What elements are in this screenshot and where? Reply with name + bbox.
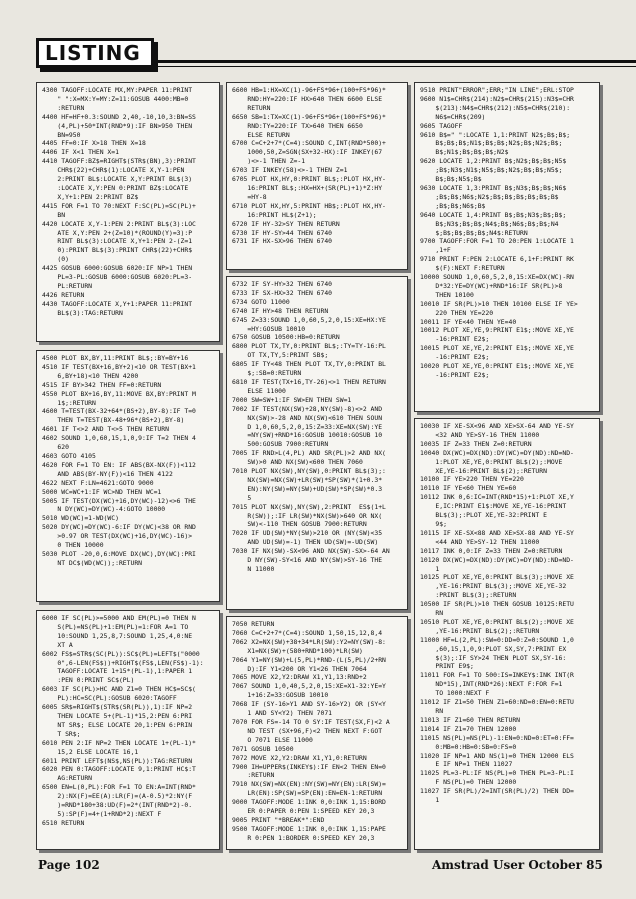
- code-line: 4426 RETURN: [42, 290, 85, 299]
- code-line: ;B$;B$;N6$;N2$;B$;B$;B$;B$;B$;B$: [420, 192, 559, 201]
- code-line: 6,BY+18)<10 THEN 4200: [42, 371, 139, 380]
- code-line: 7005 IF RND>L(4,PL) AND SR(PL)>2 AND NX(: [232, 449, 386, 458]
- code-line: ELSE 11000: [232, 386, 286, 395]
- code-line: R(SW));:IF LR(SW)*NX(SW)>640 OR NX(: [232, 511, 383, 520]
- code-line: 7062 X2=NX(SW)+38+34*LR(SW):Y2=NY(SW)-8:: [232, 637, 386, 646]
- code-line: ;B$;N3$;N1$;N5$;B$;N2$;B$;B$;N5$;: [420, 166, 563, 175]
- code-line: T SR$;: [42, 729, 81, 738]
- code-line: 6720 IF HY-32>SY THEN RETURN: [232, 219, 340, 228]
- code-line: 7072 MOVE X2,Y2:DRAW X1,Y1,0:RETURN: [232, 753, 367, 762]
- code-line: 6703 IF INKEY(58)<>-1 THEN Z=1: [232, 166, 348, 175]
- code-line: :PRINT BL$(3);:RETURN: [420, 591, 517, 600]
- code-line: ELSE RETURN: [232, 130, 290, 139]
- code-line: 11014 IF Z1=70 THEN 12000: [420, 724, 517, 733]
- code-line: 10035 IF Z=33 THEN Z=0:RETURN: [420, 439, 532, 448]
- code-line: :RETURN: [232, 771, 275, 780]
- code-line: B$;N3$;B$;B$;N4$;B$;N6$;B$;B$;N4: [420, 219, 559, 228]
- code-line: 9600 N1$=CHR$(214):N2$=CHR$(215):N3$=CHR: [420, 94, 574, 103]
- code-line: 10010 IF SR(PL)>10 THEN 10100 ELSE IF YE>: [420, 299, 578, 308]
- code-line: 5010 WD(WC)=1-WD(WC): [42, 514, 119, 523]
- code-line: O 7071 ELSE 11000: [232, 735, 313, 744]
- code-line: NT SR$; ELSE LOCATE 20,1:PEN 6:PRIN: [42, 720, 193, 729]
- code-line: D):IF Y1<200 OR Y1<26 THEN 7064: [232, 664, 367, 673]
- code-line: (4,PL)+50*INT(RND*9):IF BN>950 THEN: [42, 121, 193, 130]
- code-line: S(PL)=NS(PL)+1:EM(PL)=1:FOR A=1 TO: [42, 622, 189, 631]
- code-line: 6733 IF SX-HX>32 THEN 6740: [232, 288, 333, 297]
- code-line: 9510 PRINT"ERROR";ERR;"IN LINE";ERL:STOP: [420, 86, 574, 94]
- code-line: ATE X,Y:PEN 2+(Z=10)*(ROUND(Y)=3):P: [42, 228, 193, 237]
- code-line: ,YE-16:PRINT BL$(3);:MOVE XE,YE-32: [420, 582, 567, 591]
- code-line: RN: [420, 609, 444, 618]
- code-line: 4420 LOCATE X,Y-1:PEN 2:PRINT BL$(3):LOC: [42, 219, 196, 228]
- code-line: 2):NX(F)=EE(A):LR(F)=(A-0.5)*2:NY(F: [42, 792, 193, 801]
- code-line: 7900 IH=UPPER$(INKEY$):IF EN<2 THEN EN=0: [232, 762, 386, 771]
- code-line: 7020 IF UD(SW)*NY(SW)>210 OR (NY(SW)<35: [232, 529, 383, 538]
- code-line: 0):PRINT BL$(3):PRINT CHR$(22)+CHR$: [42, 246, 193, 255]
- code-line: 1+16:Z=33:GOSUB 10010: [232, 691, 329, 700]
- code-line: 9000 TAGOFF:MODE 1:INK 0,0:INK 1,15:BORD: [232, 798, 386, 807]
- code-line: 11012 IF Z1=50 THEN Z1=60:ND=0:EN=0:RETU: [420, 698, 574, 707]
- code-line: 5005 IF TEST(DX(WC)+16,DY(WC)-12)<>6 THE: [42, 496, 196, 505]
- code-line: N 11000: [232, 565, 275, 573]
- code-line: 500:GOSUB 7900:RETURN: [232, 440, 329, 449]
- code-line: :LOCATE X,Y:PEN 0:PRINT BZ$:LOCATE: [42, 183, 189, 192]
- code-line: AND ABS(BY-NY(F))<16 THEN 4122: [42, 469, 173, 478]
- code-line: AG:RETURN: [42, 774, 93, 783]
- code-line: 6500 EN=L(0,PL):FOR F=1 TO EN:A=INT(RND*: [42, 783, 196, 792]
- code-line: 5030 PLOT -20,0,6:MOVE DX(WC),DY(WC):PRI: [42, 549, 196, 558]
- code-line: 6731 IF HX-SX>96 THEN 6740: [232, 237, 333, 246]
- page-number: Page 102: [38, 858, 100, 872]
- code-line: PRINT E9$;: [420, 662, 474, 671]
- code-line: D*32:YE=DY(WC)+RND*16:IF SR(PL)>8: [420, 281, 563, 290]
- code-line: 10012 PLOT XE,YE,9:PRINT E1$;:MOVE XE,YE: [420, 326, 574, 335]
- code-line: ND*15),INT(RND*26):NEXT F:FOR F=1: [420, 680, 563, 689]
- code-line: ND TEST (SX+96,F)<2 THEN NEXT F:GOT: [232, 726, 383, 735]
- code-line: 10011 IF YE<40 THEN YE=40: [420, 317, 517, 326]
- code-line: 9605 TAGOFF: [420, 121, 463, 130]
- code-line: RN: [420, 707, 444, 715]
- code-line: 6510 RETURN: [42, 818, 85, 827]
- code-line: =NY(SW)+RND*16:GOSUB 10010:GOSUB 10: [232, 431, 383, 440]
- code-line: 4550 PLOT BX+16,BY,11:MOVE BX,BY:PRINT M: [42, 389, 196, 398]
- code-line: 9620 LOCATE 1,2:PRINT B$;N2$;B$;B$;N5$: [420, 157, 567, 166]
- code-line: <44 AND YE>SY-12 THEN 11000: [420, 537, 540, 546]
- code-line: 6750 GOSUB 10500:HB=0:RETURN: [232, 333, 340, 342]
- code-line: $;:SB=0:RETURN: [232, 369, 302, 378]
- code-line: :PEN 0:PRINT SC$(PL): [42, 676, 135, 685]
- code-line: 7070 FOR FS=-14 TO 0 SY:IF TEST(SX,F)<2 A: [232, 717, 390, 726]
- code-line: 9700 TAGOFF:FOR F=1 TO 20:PEN 1:LOCATE 1: [420, 237, 574, 246]
- code-line: 6010 PEN 2:IF NP=2 THEN LOCATE 1+(PL-1)*: [42, 738, 196, 747]
- code-line: 9500 TAGOFF:MODE 1:INK 0,0:INK 1,15:PAPE: [232, 824, 386, 833]
- code-line: 16:PRINT BL$;:HX=HX+(SR(PL)+1)*Z:HY: [232, 183, 383, 192]
- code-line: 10510 PLOT XE,YE,0:PRINT BL$(2);:MOVE XE: [420, 617, 574, 626]
- code-line: F NS(PL)=0 THEN 12000: [420, 778, 517, 787]
- code-line: 11015 NS(PL)=NS(PL)-1:EN=0:ND=0:ET=0:FF=: [420, 733, 574, 742]
- code-line: 1$;:RETURN: [42, 398, 96, 407]
- code-line: BL$(3):TAG:RETURN: [42, 308, 123, 317]
- code-line: (0): [42, 255, 69, 264]
- listing-block-7050: [226, 616, 408, 850]
- code-line: 6730 IF HY-SY>44 THEN 6740: [232, 228, 333, 237]
- code-line: 4425 GOSUB 6000:GOSUB 6020:IF NP>1 THEN: [42, 264, 193, 273]
- code-line: R 0:PEN 1:BORDER 0:SPEED KEY 20,3: [232, 833, 375, 842]
- code-line: 4620 FOR F=1 TO EN: IF ABS(BX-NX(F))<112: [42, 460, 196, 469]
- code-line: )=RND*180+38:UD(F)=2*(INT(RND*2)-0.: [42, 801, 193, 810]
- code-line: 9710 PRINT F:PEN 2:LOCATE 6,1+F:PRINT RK: [420, 255, 574, 264]
- code-line: 9005 PRINT "*BREAK*":END: [232, 815, 325, 824]
- code-line: D 1,0,60,5,2,0,15:Z=33:XE=NX(SW):YE: [232, 422, 383, 431]
- code-line: 6745 Z=33:SOUND 1,0,60,5,2,0,15:XE=HX:YE: [232, 315, 386, 324]
- code-line: PL):HC=SC(PL):GOSUB 6020:TAGOFF: [42, 694, 177, 703]
- code-line: 7050 RETURN: [232, 620, 275, 628]
- code-line: 4300 TAGOFF:LOCATE MX,MY:PAPER 11:PRINT: [42, 86, 193, 94]
- code-line: ,1+F: [420, 246, 451, 255]
- code-line: 5: [232, 493, 252, 502]
- code-line: 6002 FS$=STR$(SC(PL)):SC$(PL)=LEFT$("0000: [42, 649, 200, 658]
- code-line: 220 THEN YE=220: [420, 308, 494, 317]
- code-line: AND UD(SW)=-1) THEN UD(SW)=-UD(SW): [232, 538, 379, 547]
- code-line: 4400 HF=HF+0.3:SOUND 2,40,-10,10,3:BN=SS: [42, 112, 196, 121]
- code-line: XT A: [42, 640, 73, 649]
- code-line: 4601 IF T<>2 AND T<>5 THEN RETURN: [42, 425, 169, 434]
- code-line: XE,YE-16:PRINT BL$(2);:RETURN: [420, 466, 547, 475]
- code-line: $;B$;B$;B$;B$;N4$:RETURN: [420, 228, 528, 237]
- code-line: 11000 HF=L(2,PL):SW=0:DD=0:Z=0:SOUND 1,0: [420, 635, 574, 644]
- code-line: 6805 IF TY<48 THEN PLOT TX,TY,0:PRINT BL: [232, 360, 386, 369]
- code-line: 11027 IF SR(PL)/2=INT(SR(PL)/2) THEN DD=: [420, 787, 574, 796]
- code-line: $(F):NEXT F:RETURN: [420, 264, 505, 273]
- code-line: PL=3-PL:GOSUB 6000:GOSUB 6020:PL=3-: [42, 273, 193, 282]
- code-line: 11025 PL=3-PL:IF NS(PL)=0 THEN PL=3-PL:I: [420, 769, 574, 778]
- listing-block-4500: [36, 350, 220, 602]
- code-line: 9630 LOCATE 1,3:PRINT B$;N3$;B$;B$;N6$: [420, 183, 567, 192]
- code-line: $(3);:IF SY>24 THEN PLOT SX,SY-16:: [420, 653, 567, 662]
- code-line: 7002 IF TEST(NX(SW)+28,NY(SW)-8)<>2 AND: [232, 404, 383, 413]
- code-line: RND:HY=220:IF HX>640 THEN 6600 ELSE: [232, 94, 383, 103]
- code-line: 15,2 ELSE LOCATE 16,1: [42, 747, 139, 756]
- code-line: THEN LOCATE 5+(PL-1)*15,2:PEN 6:PRI: [42, 711, 193, 720]
- code-line: 4405 FF=0:IF X>18 THEN X=18: [42, 139, 146, 148]
- code-line: NX(SW)>-28 AND NX(SW)<610 THEN SOUN: [232, 413, 383, 422]
- listing-block-9510: [414, 82, 600, 412]
- code-line: 10040 DX(WC)=DX(ND):DY(WC)=DY(ND):ND=ND-: [420, 448, 574, 457]
- code-line: )<>-1 THEN Z=-1: [232, 157, 306, 166]
- code-line: 9640 LOCATE 1,4:PRINT B$;B$;N3$;B$;B$;: [420, 210, 567, 219]
- magazine-issue: Amstrad User October 85: [432, 858, 603, 872]
- code-line: 7030 IF NX(SW)-SX<96 AND NX(SW)-SX>-64 AN: [232, 547, 390, 556]
- code-line: X,Y+1:PEN 2:PRINT BZ$: [42, 192, 139, 201]
- code-line: 10117 INK 0,0:IF Z=33 THEN Z=0:RETURN: [420, 546, 563, 555]
- code-line: 6732 IF SY-HY>32 THEN 6740: [232, 280, 333, 288]
- code-line: 0:MB=0:HB=0:SB=0:FS=0: [420, 742, 517, 751]
- code-line: X1=NX(SW)+(580+RND*100)*LR(SW): [232, 646, 363, 655]
- code-line: 11013 IF Z1=60 THEN RETURN: [420, 715, 521, 724]
- code-line: :RETURN: [42, 103, 85, 112]
- code-line: 10000 SOUND 1,0,60,5,2,0,15:XE=DX(WC)-RN: [420, 273, 574, 282]
- listing-block-6000: [36, 610, 220, 850]
- code-line: 7071 GOSUB 10500: [232, 744, 294, 753]
- code-line: 6740 IF HY>48 THEN RETURN: [232, 306, 329, 315]
- code-line: 10:SOUND 1,25,8,7:SOUND 1,25,4,0:NE: [42, 631, 193, 640]
- code-line: 10100 IF YE>220 THEN YE=220: [420, 475, 524, 484]
- code-line: 4406 IF X<1 THEN X=1: [42, 148, 119, 157]
- code-line: 11020 IF NP=1 AND NS(1)=0 THEN 12000 ELS: [420, 751, 574, 760]
- code-line: THEN T=TEST(BX-48+96*(BS+2),BY-8): [42, 416, 185, 425]
- code-line: NX(SW)=NX(SW)+LR(SW)*SP(SW)*(1+0.3*: [232, 475, 383, 484]
- code-line: " ":X=MX:Y=MY:Z=11:GOSUB 4400:MB=0: [42, 94, 189, 103]
- code-line: BN: [42, 210, 66, 219]
- code-line: 6011 PRINT LEFT$(NS$,NS(PL)):TAG:RETURN: [42, 756, 193, 765]
- code-line: 9610 B$=" ":LOCATE 1,1:PRINT N2$;B$;B$;: [420, 130, 571, 139]
- code-line: NT DC$(WD(WC));:RETURN: [42, 558, 143, 567]
- code-line: 7065 MOVE X2,Y2:DRAW X1,Y1,13:RND+2: [232, 673, 367, 682]
- code-line: 7068 IF (SY-16>Y1 AND SY-16>Y2) OR (SY<Y: [232, 700, 386, 709]
- code-line: PL:RETURN: [42, 281, 93, 290]
- code-line: RINT BL$(3):LOCATE X,Y+1:PEN 2-(Z=1: [42, 237, 193, 246]
- code-line: N6$=CHR$(209): [420, 112, 486, 121]
- code-line: 4602 SOUND 1,0,60,15,1,0,9:IF T=2 THEN 4: [42, 434, 196, 443]
- code-line: 0",6-LEN(FS$))+RIGHT$(FS$,LEN(FS$)-1):: [42, 658, 204, 667]
- code-line: 1: [420, 564, 440, 573]
- code-line: 4430 TAGOFF:LOCATE X,Y+1:PAPER 11:PRINT: [42, 299, 193, 308]
- code-line: 9$;: [420, 519, 447, 528]
- code-line: EN):NY(SW)=NY(SW)+UD(SW)*SP(SW)*0.3: [232, 484, 383, 493]
- code-line: RND:TY=220:IF TX>640 THEN 6650: [232, 121, 363, 130]
- code-line: 6005 SR$=RIGHT$(STR$(SR(PL)),1):IF NP=2: [42, 703, 193, 712]
- code-line: 5020 DY(WC)=DY(WC)-6:IF DY(WC)<38 OR RND: [42, 523, 196, 532]
- code-line: 16:PRINT HL$(Z+1);: [232, 210, 317, 219]
- code-line: 7010 PLOT NX(SW),NY(SW),0:PRINT BL$(3);:: [232, 467, 386, 476]
- code-line: ,YE-16:PRINT BL$(2);:RETURN: [420, 626, 540, 635]
- code-line: -16:PRINT E2$;: [420, 371, 490, 379]
- code-line: 10125 PLOT XE,YE,0:PRINT BL$(3);:MOVE XE: [420, 573, 574, 582]
- listing-block-6732: [226, 276, 408, 610]
- code-line: 10030 IF XE-SX<96 AND XE>SX-64 AND YE-SY: [420, 422, 574, 430]
- code-line: -16:PRINT E2$;: [420, 335, 490, 344]
- code-line: 10500 IF SR(PL)>10 THEN GOSUB 10125:RETU: [420, 600, 574, 609]
- code-line: <32 AND YE>SY-16 THEN 11000: [420, 430, 540, 439]
- code-line: $(213):N4$=CHR$(212):N5$=CHR$(210):: [420, 103, 571, 112]
- code-line: 6705 PLOT HX,HY,0:PRINT BL$;:PLOT HX,HY-: [232, 175, 386, 184]
- code-line: 6800 PLOT TX,TY,0:PRINT BL$;:TY=TY-16:PL: [232, 342, 386, 351]
- code-line: 6734 GOTO 11000: [232, 297, 290, 306]
- code-line: D NY(SW)-SY<16 AND NY(SW)>SY-16 THE: [232, 556, 383, 565]
- code-line: 4515 IF BY>342 THEN FF=0:RETURN: [42, 380, 162, 389]
- code-line: 7015 PLOT NX(SW),NY(SW),2:PRINT ES$(1+L: [232, 502, 386, 511]
- code-line: BN=950: [42, 130, 81, 139]
- code-line: CHR$(22)+CHR$(1):LOCATE X,Y-1:PEN: [42, 166, 185, 175]
- listing-block-6600: [226, 82, 408, 270]
- code-line: 7060 C=C+2+7*(C=4):SOUND 1,50,15,12,8,4: [232, 628, 383, 637]
- code-line: N DY(WC)=DY(WC)-4:GOTO 10000: [42, 505, 166, 514]
- code-line: 10120 DX(WC)=DX(ND):DY(WC)=DY(ND):ND=ND-: [420, 555, 574, 564]
- code-line: 4415 FOR F=1 TO 70:NEXT F:SC(PL)=SC(PL)+: [42, 201, 196, 210]
- code-line: E,IC:PRINT E1$:MOVE XE,YE-16:PRINT: [420, 502, 567, 511]
- code-line: 7000 SW=SW+1:IF SW>EN THEN SW=1: [232, 395, 352, 404]
- code-line: E IF NP=1 THEN 11027: [420, 760, 513, 769]
- code-line: 2:PRINT BL$:LOCATE X,Y:PRINT BL$(3): [42, 175, 193, 184]
- code-line: 1000,50,Z=SGN(SX+32-HX):IF INKEY(67: [232, 148, 383, 157]
- code-line: 1:PLOT XE,YE,0:PRINT BL$(2);:MOVE: [420, 457, 563, 466]
- code-line: 10112 INK 0,6:IC=INT(RND*15)+1:PLOT XE,Y: [420, 493, 574, 502]
- code-line: 620: [42, 443, 69, 452]
- code-line: LR(EN):SP(SW)=SP(EN):EN=EN-1:RETURN: [232, 789, 383, 798]
- code-line: 7067 SOUND 1,0,40,5,2,0,15:XE=X1-32:YE=Y: [232, 682, 386, 691]
- code-line: 0 THEN 10000: [42, 541, 104, 550]
- code-line: TAGOFF:LOCATE 1+15*(PL-1),1:PAPER 1: [42, 667, 193, 676]
- code-line: 4603 GOTO 4105: [42, 451, 96, 460]
- code-line: >0.97 OR TEST(DX(WC)+16,DY(WC)-16)>: [42, 532, 193, 541]
- code-line: 4510 IF TEST(BX+16,BY+2)<10 OR TEST(BX+1: [42, 362, 196, 371]
- code-line: 5):SP(F)=4+(1+RND*2):NEXT F: [42, 809, 162, 818]
- code-line: TO 1000:NEXT F: [420, 689, 490, 698]
- code-line: ,60,15,1,0,9:PLOT SX,SY,7:PRINT EX: [420, 644, 567, 653]
- code-line: BL$(3);:PLOT XE,YE-32:PRINT E: [420, 511, 547, 520]
- code-line: -16:PRINT E2$;: [420, 353, 490, 362]
- code-line: B$;B$;B$;N1$;B$;B$;N2$;B$;N2$;B$;: [420, 139, 563, 148]
- code-line: RETURN: [232, 103, 271, 112]
- code-line: 1: [420, 796, 440, 805]
- code-line: 6000 IF SC(PL)>=5000 AND EM(PL)=0 THEN N: [42, 614, 196, 622]
- code-line: =HY-8: [232, 192, 267, 201]
- code-line: 6700 C=C+2+7*(C=4):SOUND C,INT(RND*500)+: [232, 139, 386, 148]
- code-line: =HY:GOSUB 10010: [232, 324, 306, 333]
- code-line: 11011 FOR F=1 TO 500:IS=INKEY$:INK INT(R: [420, 671, 574, 680]
- code-line: 4622 NEXT F:LN=4621:GOTO 9000: [42, 478, 154, 487]
- code-line: 10020 PLOT XE,YE,0:PRINT E1$;:MOVE XE,YE: [420, 362, 574, 371]
- section-title: LISTING: [36, 38, 154, 68]
- code-line: ER 0:PAPER 0:PEN 1:SPEED KEY 20,3: [232, 807, 375, 816]
- code-line: 4600 T=TEST(BX-32+64*(BS+2),BY-8):IF T=0: [42, 407, 196, 416]
- code-line: 7910 NX(SW)=NX(EN):NY(SW)=NY(EN):LR(SW)=: [232, 780, 386, 789]
- code-line: OT TX,TY,5:PRINT SB$;: [232, 351, 329, 360]
- code-line: B$;N1$;B$;B$;B$;N2$: [420, 148, 509, 157]
- code-line: 6710 PLOT HX,HY,5:PRINT HB$;:PLOT HX,HY-: [232, 201, 386, 210]
- code-line: SW)<-110 THEN GOSUB 7900:RETURN: [232, 520, 367, 529]
- code-line: 6020 PEN 0:TAGOFF:LOCATE 9,1:PRINT HC$:T: [42, 765, 196, 774]
- code-line: 4410 TAGOFF:BZ$=RIGHT$(STR$(BN),3):PRINT: [42, 157, 196, 166]
- code-line: 6650 SB=1:TX=XC(1)-96+FS*96+(100+FS*96)*: [232, 112, 386, 121]
- code-line: 4500 PLOT BX,BY,11:PRINT BL$;:BY=BY+16: [42, 354, 189, 362]
- code-line: 10015 PLOT XE,YE,2:PRINT E1$;:MOVE XE,YE: [420, 344, 574, 353]
- code-line: 6810 IF TEST(TX+16,TY-26)<>1 THEN RETURN: [232, 377, 386, 386]
- code-line: 7064 Y1=NY(SW)+L(5,PL)*RND-(L(5,PL)/2+RN: [232, 655, 386, 664]
- code-line: SW)>0 AND NX(SW)<600 THEN 7060: [232, 458, 363, 467]
- listing-block-10030: [414, 418, 600, 850]
- code-line: 5000 WC=WC+1:IF WC>ND THEN WC=1: [42, 487, 162, 496]
- listing-block-4300: [36, 82, 220, 342]
- code-line: THEN 10100: [420, 290, 474, 299]
- code-line: B$;B$;N5$;B$: [420, 175, 482, 184]
- code-line: 6003 IF SC(PL)>HC AND Z1=0 THEN HC$=SC$(: [42, 685, 196, 694]
- code-line: 10110 IF YE<60 THEN YE=60: [420, 484, 517, 493]
- code-line: 10115 IF XE-SX<88 AND XE>SX-88 AND YE-SY: [420, 528, 574, 537]
- code-line: 1 AND SY<Y2) THEN 7071: [232, 709, 333, 718]
- code-line: 6600 HB=1:HX=XC(1)-96+FS*96+(100+FS*96)*: [232, 86, 386, 94]
- code-line: ;B$;B$;N6$;B$: [420, 201, 486, 210]
